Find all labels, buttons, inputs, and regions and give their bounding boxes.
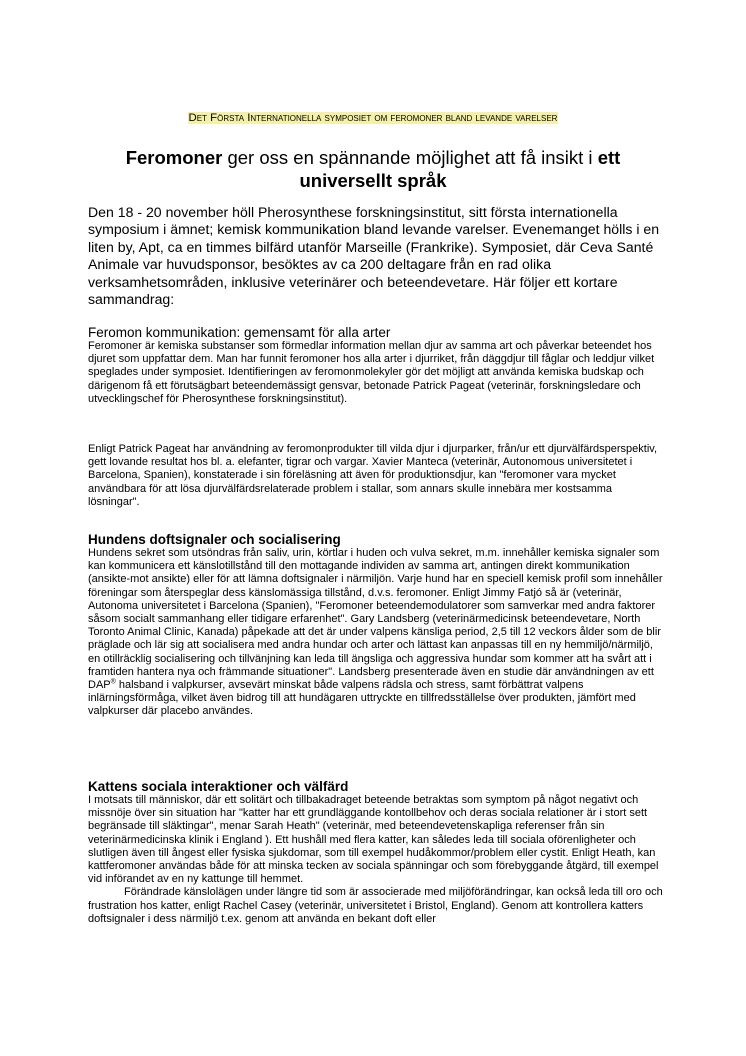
registered-mark: ® <box>110 678 116 686</box>
title-part-2: ger oss en spännande möjlighet att få insikt i <box>222 147 598 168</box>
kicker-text: Det Första Internationella symposiet om feromoner bland levande varelser <box>188 112 558 124</box>
symposium-kicker <box>0 108 746 126</box>
section-paragraph: Feromoner är kemiska substanser som förmedlar information mellan djur av samma art och påverkar beteendet hos djuret som uppfattar dem. Man har funnit feromoner hos alla arter i djurriket, från däggdjur till fåglar och leddjur vilket speglades under symposiet. Identifieringen av feromonmolekyler gör det möjligt att använda kemiska budskap och därigenom få ett förutsägbart beteendemässigt gensvar, betonade Patrick Pageat (veterinär, forskningsledare och utvecklingschef för Pherosynthese forskningsinstitut). <box>88 340 655 405</box>
section-pheromone-communication <box>88 325 666 406</box>
section-cat-welfare <box>88 779 666 926</box>
section-paragraph: I motsats till människor, där ett solitärt och tillbakadraget beteende betraktas som symptom på något negativt och missnöje över sin situation har "katter har ett grundläggande kontollbehov och deras sociala relationer är i stort sett begränsade till släktingar", menar Sarah Heath" (veterinär, med beteendevetenskapliga referenser från sin veterinärmedicinska klinik i England ). Ett hushåll med flera katter, kan således leda till sociala oförenligheter och slutligen även till ångest eller fysiska sjukdomar, som till exempel hudåkommor/problem eller cystit. Enligt Heath, kan kattferomoner användas både för att minska tecken av sociala spänningar och som förebyggande åtgärd, till exempel vid införandet av en ny kattunge till hemmet. <box>88 794 659 886</box>
section-paragraph-indented: Förändrade känslolägen under längre tid som är associerade med miljöförändringar, kan också leda till oro och frustration hos katter, enligt Rachel Casey (veterinär, universitetet i Bristol, England). Genom att kontrollera katters doftsignaler i dess närmiljö t.ex. genom att använda en bekant doft eller <box>88 886 663 925</box>
lede-text: Den 18 - 20 november höll Pherosynthese forskningsinstitut, sitt första internationella symposium i ämnet; kemisk kommunikation bland levande varelser. Evenemanget hölls i en liten by, Apt, ca en timmes bilfärd utanför Marseille (Frankrike). Symposiet, där Ceva Santé Animale var huvudsponsor, besöktes av ca 200 deltagare från en rad olika verksamhetsområden, inklusive veterinärer och beteendevetare. Här följer ett kortare sammandrag: <box>88 204 660 308</box>
title-part-1: Feromoner <box>125 147 223 168</box>
section-dog-socialisation <box>88 532 666 719</box>
page-title <box>92 146 654 192</box>
section-heading: Kattens sociala interaktioner och välfärd <box>88 779 349 794</box>
title-part-3: ett universellt språk <box>299 147 621 191</box>
lede-paragraph <box>88 204 668 308</box>
section-heading: Hundens doftsignaler och socialisering <box>88 532 341 547</box>
paragraph-part-1: Hundens sekret som utsöndras från saliv, urin, körtlar i huden och vulva sekret, m.m. innehåller kemiska signaler som kan kommunicera ett känslotillstånd till den mottagande individen av samma art, antingen direkt kommunikation (ansikte-mot ansikte) eller för att lämna doftsignaler i närmiljön. Varje hund har en speciell kemisk profil som innehåller föreningar som återspeglar dess känslomässiga tillstånd, d.v.s. feromoner. Enligt Jimmy Fatjó så är (veterinär, Autonoma universitetet i Barcelona (Spanien), "Feromoner beteendemodulatorer som samverkar med andra faktorer såsom socialt sammanhang eller tidigare erfarenhet". Gary Landsberg (veterinärmedicinsk beteendevetare, North Toronto Animal Clinic, Kanada) påpekade att det är under valpens känsliga period, 2,5 till 12 veckors ålder som de blir präglade och lär sig att socialisera med andra hundar och arter och lättast kan anpassas till en ny hemmiljö/närmiljö, en otillräcklig socialisering och tillvänjning kan leda till ängsliga och aggressiva hundar som kommer att ha svårt att i framtiden hantera nya och främmande situationer". Landsberg presenterade även en studie där användningen av ett DAP <box>88 547 663 692</box>
section-paragraph <box>88 547 666 719</box>
section-heading: Feromon kommunikation: gemensamt för alla arter <box>88 325 391 340</box>
paragraph-part-2: halsband i valpkurser, avsevärt minskat både valpens rädsla och stress, samt förbättrat valpens inlärningsförmåga, vilket även bidrog till att hundägaren uttryckte en tillfredsställelse över produkten, jämfört med valpkurser där placebo användes. <box>88 679 636 718</box>
section-pheromone-communication-2 <box>88 443 666 509</box>
section-paragraph: Enligt Patrick Pageat har användning av feromonprodukter till vilda djur i djurparker, från/ur ett djurvälfärdsperspektiv, gett lovande resultat hos bl. a. elefanter, tigrar och vargar. Xavier Manteca (veterinär, Autonomous universitetet i Barcelona, Spanien), konstaterade i sin föreläsning att även för produktionsdjur, kan "feromoner vara mycket användbara för att lösa djurvälfärdsrelaterade problem i stallar, som annars skulle innebära mer kostsamma lösningar". <box>88 443 658 508</box>
